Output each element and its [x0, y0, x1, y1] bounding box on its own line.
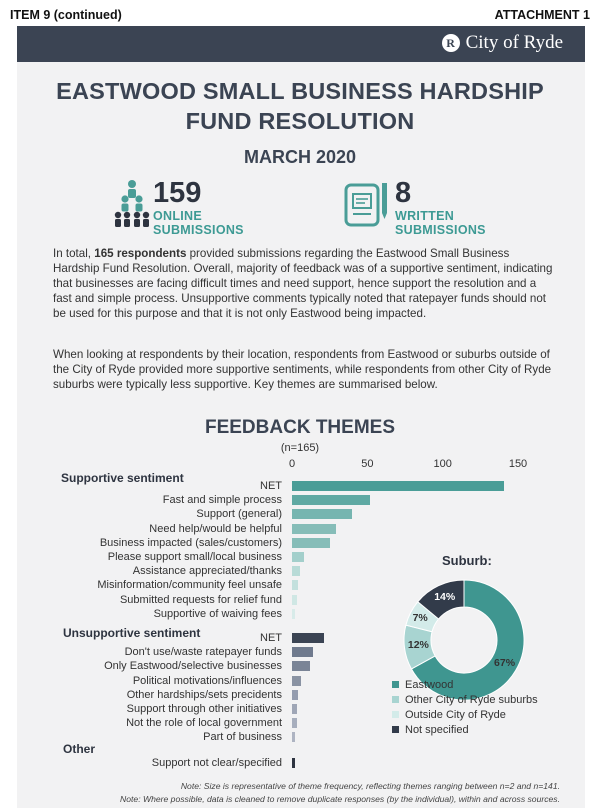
bar-label: Fast and simple process	[162, 494, 282, 507]
bar	[292, 481, 504, 491]
bar-label: Not the role of local government	[126, 717, 282, 730]
online-label-1: ONLINE	[153, 209, 203, 223]
attachment-label: ATTACHMENT 1	[494, 8, 590, 22]
bar-label: Political motivations/influences	[132, 674, 282, 687]
note-cleaning: Note: Where possible, data is cleaned to remove duplicate responses (by the individual), within and across sources.	[120, 794, 560, 804]
bar	[292, 524, 336, 534]
bar-label: Don't use/waste ratepayer funds	[124, 646, 282, 659]
x-tick-100: 100	[433, 458, 452, 470]
note-size: Note: Size is representative of theme frequency, reflecting themes ranging between n=2 and n=141.	[180, 781, 560, 791]
title-line-1: EASTWOOD SMALL BUSINESS HARDSHIP	[56, 78, 544, 104]
bar	[292, 495, 370, 505]
online-label-2: SUBMISSIONS	[153, 223, 244, 237]
bar-label: Supportive of waiving fees	[153, 607, 282, 620]
brand-banner	[17, 26, 585, 62]
bar	[292, 538, 330, 548]
bar-label: Only Eastwood/selective businesses	[104, 660, 282, 673]
written-count: 8	[395, 177, 412, 209]
bar	[292, 647, 313, 657]
legend-swatch	[392, 726, 399, 733]
legend-item	[392, 722, 538, 737]
x-tick-150: 150	[508, 458, 528, 470]
suburb-title: Suburb:	[442, 553, 492, 568]
legend-label: Other City of Ryde suburbs	[405, 693, 538, 706]
bar	[292, 633, 324, 643]
bar	[292, 676, 301, 686]
bar-label: Part of business	[203, 731, 282, 744]
bar	[292, 566, 300, 576]
bar-label: Support not clear/specified	[151, 757, 282, 769]
document-icon	[344, 179, 390, 229]
bar	[292, 732, 295, 742]
written-label-1: WRITTEN	[395, 209, 455, 223]
bar-label: Business impacted (sales/customers)	[99, 536, 282, 549]
legend-label: Eastwood	[405, 678, 454, 691]
bar-label: Please support small/local business	[107, 551, 282, 563]
legend-swatch	[392, 681, 399, 688]
bar	[292, 595, 297, 605]
written-submissions-stat	[344, 179, 486, 237]
bar	[292, 704, 297, 714]
bar-label: Other hardships/sets precidents	[126, 688, 282, 701]
bar-label: Support (general)	[196, 508, 282, 521]
bar	[292, 509, 352, 519]
legend-item	[392, 677, 538, 692]
donut-label: 67%	[494, 656, 516, 669]
legend-item	[392, 707, 538, 722]
intro-paragraph-1	[53, 246, 553, 321]
section-label-1: Supportive sentiment	[61, 471, 184, 485]
bar	[292, 758, 295, 768]
x-tick-50: 50	[361, 458, 374, 470]
city-logo	[442, 32, 563, 54]
logo-mark-icon: R	[442, 34, 460, 52]
intro-paragraph-2: When looking at respondents by their location, respondents from Eastwood or suburbs outside of the City of Ryde provided more supportive sentiments, while respondents from other City of Ryde suburbs were typically less supportive. Key themes are summarised below.	[53, 348, 552, 391]
page-title	[0, 76, 600, 136]
bar-label: NET	[260, 632, 282, 644]
feedback-themes-title: FEEDBACK THEMES	[204, 417, 395, 438]
item-label: ITEM 9 (continued)	[10, 8, 122, 22]
bar	[292, 552, 304, 562]
bar-label: Misinformation/community feel unsafe	[97, 579, 282, 592]
online-count: 159	[153, 177, 202, 209]
city-name: City of Ryde	[465, 32, 563, 53]
bar-label: Need help/would be helpful	[149, 522, 282, 535]
bar-label: Support through other initiatives	[126, 703, 282, 715]
donut-label: 7%	[412, 611, 428, 624]
legend-swatch	[392, 711, 399, 718]
intro-p1-start: In total,	[53, 247, 95, 260]
bar	[292, 718, 297, 728]
donut-label: 12%	[407, 638, 429, 651]
legend-item	[392, 692, 538, 707]
report-date: MARCH 2020	[243, 147, 357, 167]
section-label-3: Other	[63, 742, 96, 756]
bar-label: NET	[260, 480, 282, 492]
legend-swatch	[392, 696, 399, 703]
bar	[292, 661, 310, 671]
written-label-2: SUBMISSIONS	[395, 223, 486, 237]
section-label-2: Unsupportive sentiment	[63, 626, 201, 640]
x-tick-0: 0	[288, 458, 296, 470]
title-line-2: FUND RESOLUTION	[185, 108, 415, 134]
bar-label: Submitted requests for relief fund	[119, 593, 282, 606]
intro-p1-rest: provided submissions regarding the Eastwood Small Business Hardship Fund Resolution. Overall, majority of feedback was of a supportive sentiment, indicating that businesses are facing difficult times and need support, hence support the resolution and a fast and simple process. Unsupportive comments typically noted that ratepayer funds should not be used for this purpose and that it is not only Eastwood being impacted.	[53, 247, 553, 320]
bar	[292, 609, 295, 619]
intro-p1-bold: 165 respondents	[94, 247, 187, 260]
bar	[292, 580, 298, 590]
bar	[292, 690, 298, 700]
bar-label: Assistance appreciated/thanks	[132, 565, 282, 578]
online-submissions-stat	[114, 179, 244, 237]
people-icon	[114, 179, 150, 235]
legend-label: Not specified	[405, 723, 469, 736]
donut-label: 14%	[434, 590, 456, 603]
legend-label: Outside City of Ryde	[405, 708, 506, 721]
suburb-legend	[392, 677, 538, 737]
feedback-sample-size: (n=165)	[280, 442, 320, 454]
